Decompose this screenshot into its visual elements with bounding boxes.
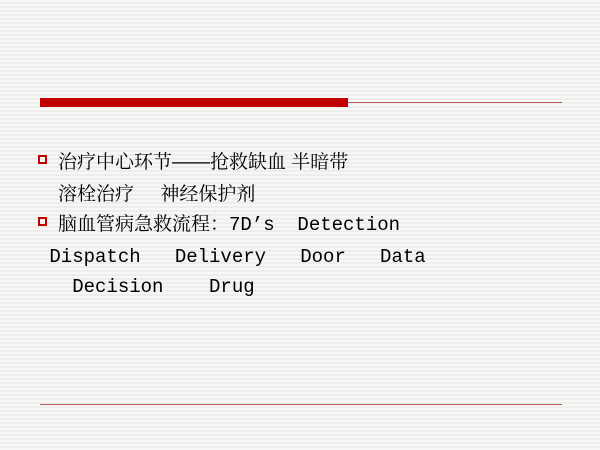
footer-divider [40,404,562,405]
bullet-text: 治疗中心环节——抢救缺血 半暗带 [58,152,349,173]
square-outline-bullet-icon [38,210,58,226]
bullet-item [38,210,578,240]
bullet-text: 脑血管病急救流程：7D’s Detection [58,214,401,236]
square-outline-bullet-icon [38,148,58,164]
bullet-item [38,148,578,178]
bullet-continuation-text: 溶栓治疗 神经保护剂 [58,184,256,205]
wrapped-line: Dispatch Delivery Door Data [38,246,426,268]
title-thin-rule [348,102,562,103]
title-accent-block [40,98,348,107]
slide-body [38,148,578,302]
title-divider [40,98,562,107]
wrapped-line: Decision Drug [38,276,255,298]
